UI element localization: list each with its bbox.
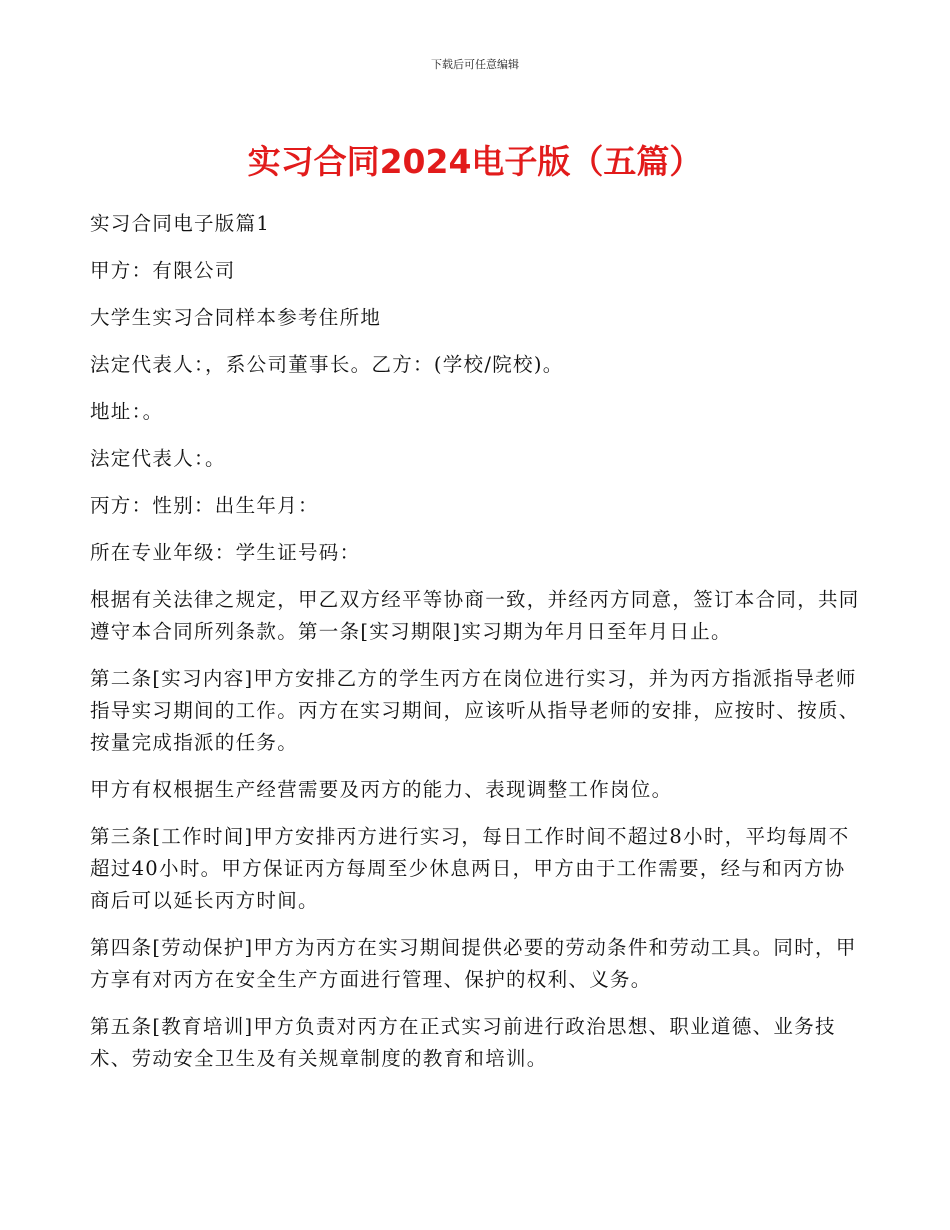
header-note: 下载后可任意编辑 — [431, 58, 519, 71]
article-5-paragraph: 第五条[教育培训]甲方负责对丙方在正式实习前进行政治思想、职业道德、业务技术、劳动安全卫生及有关规章制度的教育和培训。 — [90, 1015, 836, 1070]
party-c-line: 丙方：性别：出生年月： — [90, 494, 319, 517]
major-line: 所在专业年级：学生证号码： — [90, 541, 361, 564]
article-3-paragraph: 第三条[工作时间]甲方安排丙方进行实习，每日工作时间不超过8小时，平均每周不超过40小时。甲方保证丙方每周至少休息两日，甲方由于工作需要，经与和丙方协商后可以延长丙方时间。 — [90, 825, 850, 912]
legal-rep-line-b: 法定代表人：。 — [90, 447, 226, 470]
article-4-paragraph: 第四条[劳动保护]甲方为丙方在实习期间提供必要的劳动条件和劳动工具。同时，甲方享有对丙方在安全生产方面进行管理、保护的权利、义务。 — [90, 936, 857, 991]
preamble-paragraph: 根据有关法律之规定，甲乙双方经平等协商一致，并经丙方同意，签订本合同，共同遵守本合同所列条款。第一条[实习期限]实习期为年月日至年月日止。 — [90, 588, 860, 643]
job-adjust-paragraph: 甲方有权根据生产经营需要及丙方的能力、表现调整工作岗位。 — [90, 778, 673, 801]
address-line-b: 地址：。 — [90, 400, 164, 423]
legal-rep-line: 法定代表人：，系公司董事长。乙方：(学校/院校)。 — [90, 353, 564, 376]
article-2-paragraph: 第二条[实习内容]甲方安排乙方的学生丙方在岗位进行实习，并为丙方指派指导老师指导实习期间的工作。丙方在实习期间，应该听从指导老师的安排，应按时、按质、按量完成指派的任务。 — [90, 667, 860, 754]
section-heading: 实习合同电子版篇1 — [90, 212, 271, 235]
document-title: 实习合同2024电子版（五篇） — [247, 142, 703, 181]
address-line: 大学生实习合同样本参考住所地 — [90, 306, 382, 329]
party-a-line: 甲方：有限公司 — [90, 259, 236, 282]
document-body — [90, 208, 862, 1090]
